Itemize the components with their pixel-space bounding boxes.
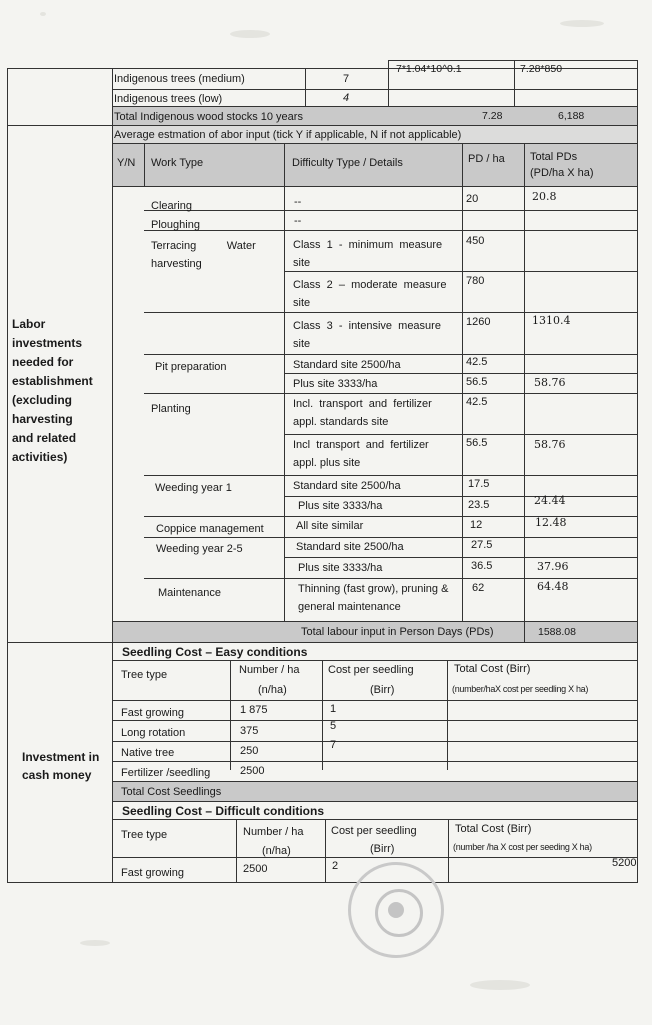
pd-cell: 780: [466, 275, 485, 287]
header-pd-ha: PD / ha: [468, 153, 505, 165]
labor-section-label: Labor investments needed for establishment (excluding harvesting and related activities): [12, 317, 93, 464]
total-cell: 64.48: [537, 580, 569, 593]
top-row-value: 7: [343, 73, 350, 85]
detail-cell: Plus site 3333/ha: [298, 562, 383, 574]
difficult-header-tree-type: Tree type: [121, 829, 168, 841]
work-type-cell: Clearing: [151, 200, 192, 212]
easy-row-cost: 7: [330, 739, 337, 751]
work-type-cell: Weeding year 2-5: [156, 543, 243, 555]
difficult-row-cost: 2: [332, 860, 339, 872]
pd-cell: 23.5: [468, 499, 490, 511]
pd-cell: 42.5: [466, 356, 488, 368]
detail-cell: Standard site 2500/ha: [293, 480, 401, 492]
total-cell: 24.44: [534, 494, 566, 507]
total-cell: 12.48: [535, 516, 567, 529]
top-row-label: Indigenous trees (medium): [114, 73, 245, 85]
easy-conditions-title: Seedling Cost – Easy conditions: [122, 645, 308, 659]
easy-header-cost-sub: (Birr): [370, 684, 395, 696]
easy-row-type: Fertilizer /seedling: [121, 767, 211, 779]
detail-cell: All site similar: [296, 520, 364, 532]
pd-cell: 56.5: [466, 437, 488, 449]
total-wood-stocks-label: Total Indigenous wood stocks 10 years: [114, 111, 303, 123]
easy-row-number: 375: [240, 725, 259, 737]
easy-row-type: Native tree: [121, 747, 175, 759]
detail-cell: Thinning (fast grow), pruning &: [298, 583, 449, 595]
work-type-cell: Terracing Water: [151, 240, 256, 252]
official-stamp-icon: [348, 862, 444, 958]
difficult-row-type: Fast growing: [121, 867, 184, 879]
detail-cell: --: [294, 196, 302, 208]
easy-row-number: 1 875: [240, 704, 268, 716]
pd-cell: 36.5: [471, 560, 493, 572]
work-type-cell: harvesting: [151, 258, 202, 270]
detail-cell: site: [293, 338, 311, 350]
labor-average-title: Average estmation of abor input (tick Y if applicable, N if not applicable): [114, 129, 462, 141]
work-type-cell: Coppice management: [156, 523, 264, 535]
work-type-cell: Maintenance: [158, 587, 221, 599]
detail-cell: general maintenance: [298, 601, 401, 613]
easy-row-type: Long rotation: [121, 727, 186, 739]
pd-cell: 20: [466, 193, 479, 205]
top-row-calc: 7*1.04*10^0.1: [396, 63, 462, 75]
easy-header-total: Total Cost (Birr): [454, 663, 531, 675]
total-cell: 20.8: [532, 190, 557, 203]
work-type-cell: Planting: [151, 403, 191, 415]
easy-header-total-sub: (number/haX cost per seedling X ha): [452, 684, 589, 694]
detail-cell: site: [293, 257, 311, 269]
easy-header-tree-type: Tree type: [121, 669, 168, 681]
labor-total-label: Total labour input in Person Days (PDs): [301, 626, 494, 638]
header-work-type: Work Type: [151, 157, 204, 169]
investment-section-label: Investment in cash money: [22, 750, 100, 782]
header-total-pds: Total PDs: [530, 151, 578, 163]
detail-cell: Plus site 3333/ha: [298, 500, 383, 512]
easy-header-number-sub: (n/ha): [258, 684, 287, 696]
pd-cell: 27.5: [471, 539, 493, 551]
easy-header-cost: Cost per seedling: [328, 664, 414, 676]
work-type-cell: Ploughing: [151, 219, 200, 231]
detail-cell: Class 1 - minimum measure: [293, 239, 443, 251]
work-type-cell: Pit preparation: [155, 361, 227, 373]
detail-cell: Incl transport and fertilizer: [293, 439, 429, 451]
pd-cell: 56.5: [466, 376, 488, 388]
easy-row-type: Fast growing: [121, 707, 184, 719]
detail-cell: Incl. transport and fertilizer: [293, 398, 432, 410]
work-type-cell: Weeding year 1: [155, 482, 232, 494]
pd-cell: 12: [470, 519, 483, 531]
difficult-header-number: Number / ha: [243, 826, 304, 838]
easy-row-cost: 5: [330, 720, 337, 732]
difficult-row-number: 2500: [243, 863, 268, 875]
difficult-header-cost: Cost per seedling: [331, 825, 417, 837]
difficult-header-number-sub: (n/ha): [262, 845, 291, 857]
pd-cell: 62: [472, 582, 485, 594]
total-cell: 58.76: [534, 438, 566, 451]
detail-cell: Standard site 2500/ha: [293, 359, 401, 371]
header-total-pds-sub: (PD/ha X ha): [530, 167, 594, 179]
header-difficulty: Difficulty Type / Details: [292, 157, 403, 169]
pd-cell: 450: [466, 235, 485, 247]
detail-cell: --: [294, 215, 302, 227]
top-row-value: 4: [343, 92, 350, 104]
easy-row-cost: 1: [330, 703, 337, 715]
pd-cell: 1260: [466, 316, 491, 328]
total-wood-stocks-v1: 7.28: [482, 110, 503, 122]
detail-cell: Class 2 – moderate measure: [293, 279, 447, 291]
difficult-header-cost-sub: (Birr): [370, 843, 395, 855]
header-yn: Y/N: [117, 157, 136, 169]
easy-row-number: 2500: [240, 765, 265, 777]
labor-total-value: 1588.08: [538, 626, 576, 638]
detail-cell: Class 3 - intensive measure: [293, 320, 441, 332]
pd-cell: 42.5: [466, 396, 488, 408]
total-wood-stocks-v2: 6,188: [558, 110, 585, 122]
detail-cell: Plus site 3333/ha: [293, 378, 378, 390]
easy-header-number: Number / ha: [239, 664, 300, 676]
detail-cell: appl. plus site: [293, 457, 361, 469]
difficult-row-total: 5200: [612, 857, 637, 869]
total-cell: 58.76: [534, 376, 566, 389]
total-cell: 1310.4: [532, 314, 571, 327]
easy-row-number: 250: [240, 745, 259, 757]
easy-total-label: Total Cost Seedlings: [121, 786, 222, 798]
top-row-result: 7.28*850: [520, 63, 563, 75]
difficult-conditions-title: Seedling Cost – Difficult conditions: [122, 804, 325, 818]
top-row-label: Indigenous trees (low): [114, 93, 223, 105]
pd-cell: 17.5: [468, 478, 490, 490]
difficult-header-total: Total Cost (Birr): [455, 823, 532, 835]
detail-cell: appl. standards site: [293, 416, 389, 428]
detail-cell: Standard site 2500/ha: [296, 541, 404, 553]
total-cell: 37.96: [537, 560, 569, 573]
detail-cell: site: [293, 297, 311, 309]
difficult-header-total-sub: (number /ha X cost per seeding X ha): [453, 842, 592, 852]
